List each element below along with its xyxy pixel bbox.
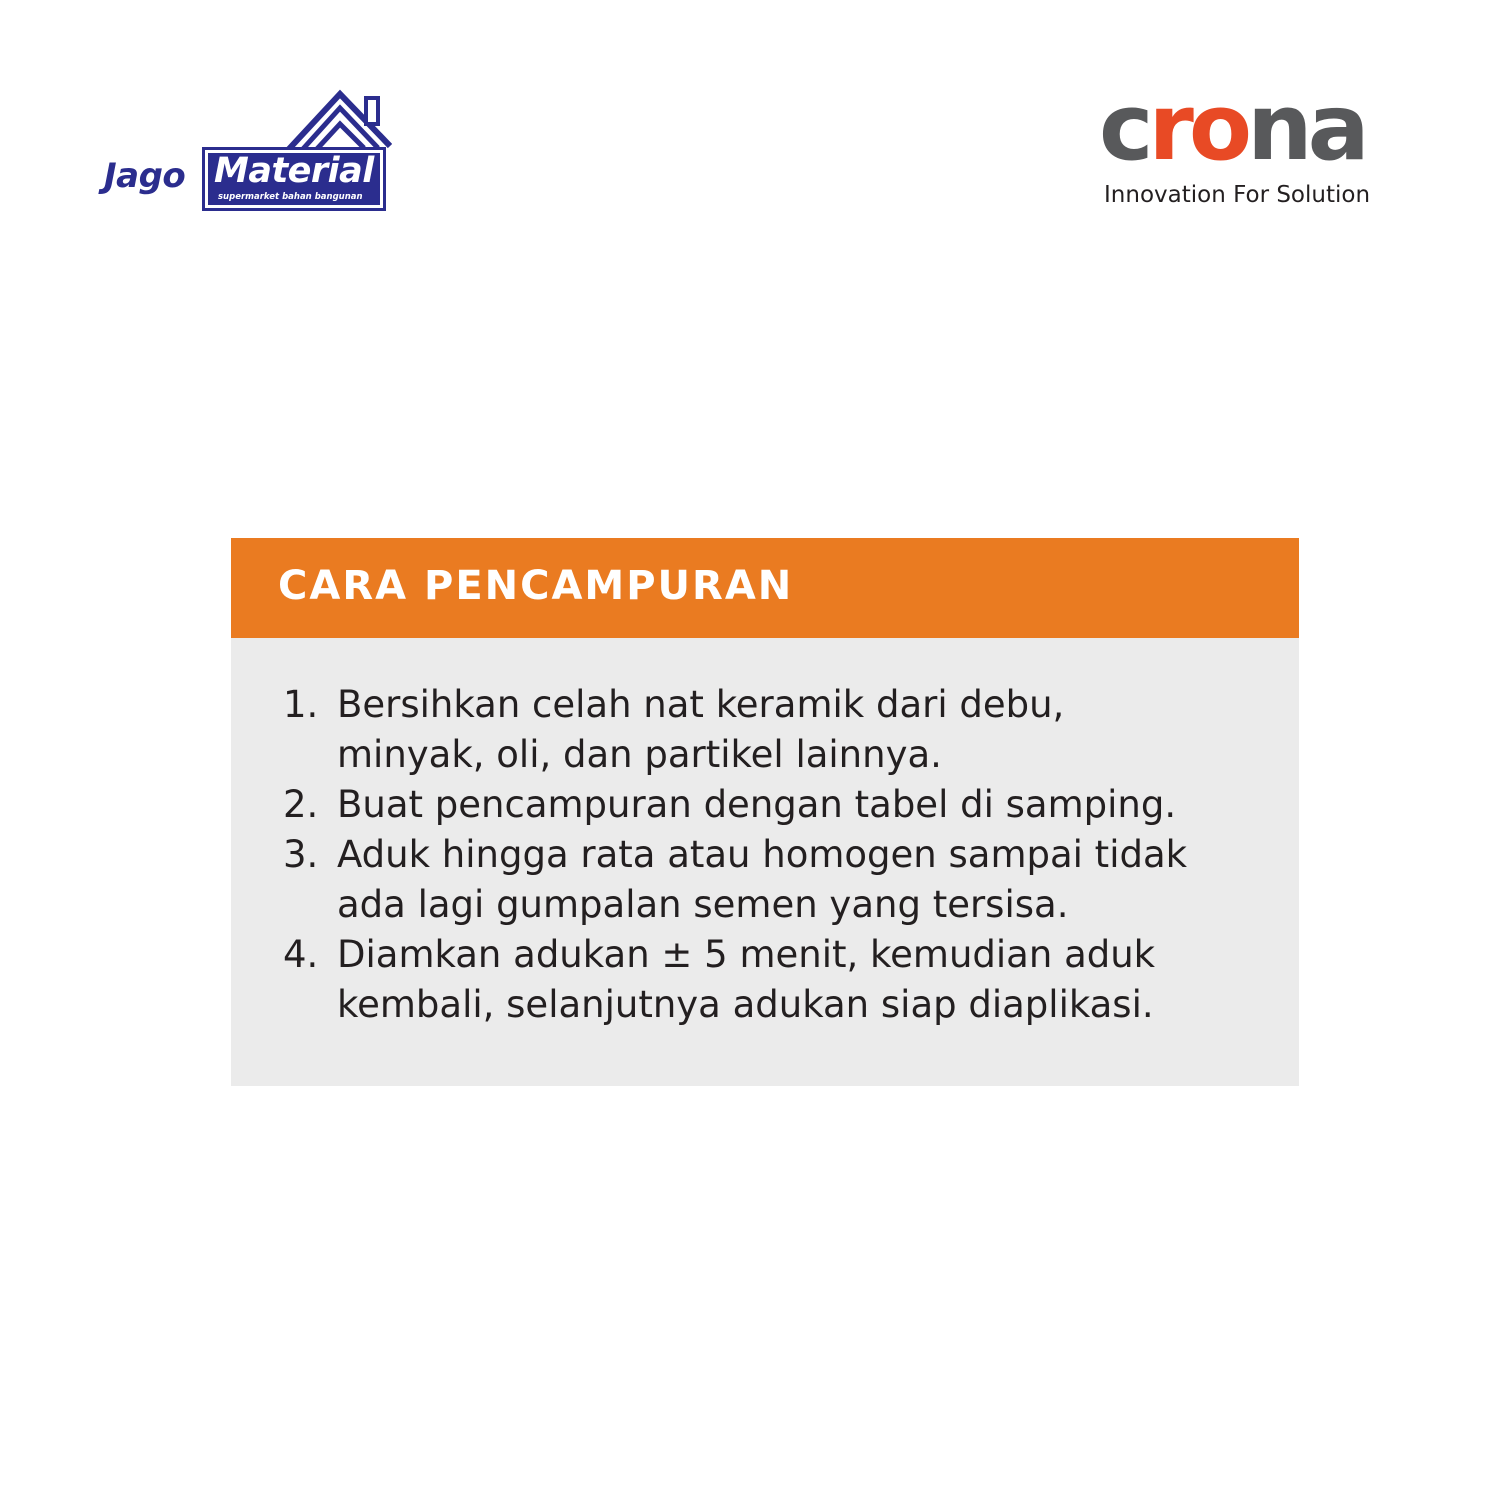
- step-number: 3.: [283, 833, 319, 876]
- jago-word: Jago: [104, 156, 186, 196]
- step-line: ada lagi gumpalan semen yang tersisa.: [337, 883, 1069, 926]
- list-item: [231, 930, 1299, 1030]
- card-header: [231, 538, 1299, 638]
- card-title: CARA PENCAMPURAN: [278, 563, 794, 609]
- jago-material-logo: [104, 86, 396, 220]
- step-line: minyak, oli, dan partikel lainnya.: [337, 733, 942, 776]
- step-number: 1.: [283, 683, 319, 726]
- mixing-instructions-card: [231, 538, 1299, 1086]
- house-roof-icon: [282, 86, 392, 152]
- step-number: 4.: [283, 933, 319, 976]
- step-line: Buat pencampuran dengan tabel di samping.: [337, 783, 1177, 826]
- list-item: [231, 780, 1299, 830]
- crona-tagline: Innovation For Solution: [1104, 182, 1371, 208]
- crona-wordmark: crona: [1099, 74, 1365, 181]
- step-line: Bersihkan celah nat keramik dari debu,: [337, 683, 1065, 726]
- list-item: [231, 830, 1299, 930]
- step-line: kembali, selanjutnya adukan siap diaplikasi.: [337, 983, 1154, 1026]
- list-item: [231, 680, 1299, 780]
- steps-list: [231, 638, 1299, 1030]
- material-word: Material: [214, 151, 374, 191]
- step-line: Diamkan adukan ± 5 menit, kemudian aduk: [337, 933, 1156, 976]
- step-number: 2.: [283, 783, 319, 826]
- material-box: [202, 147, 386, 211]
- crona-logo: [1099, 74, 1399, 214]
- step-line: Aduk hingga rata atau homogen sampai tidak: [337, 833, 1188, 876]
- jago-tagline: supermarket bahan bangunan: [218, 192, 363, 202]
